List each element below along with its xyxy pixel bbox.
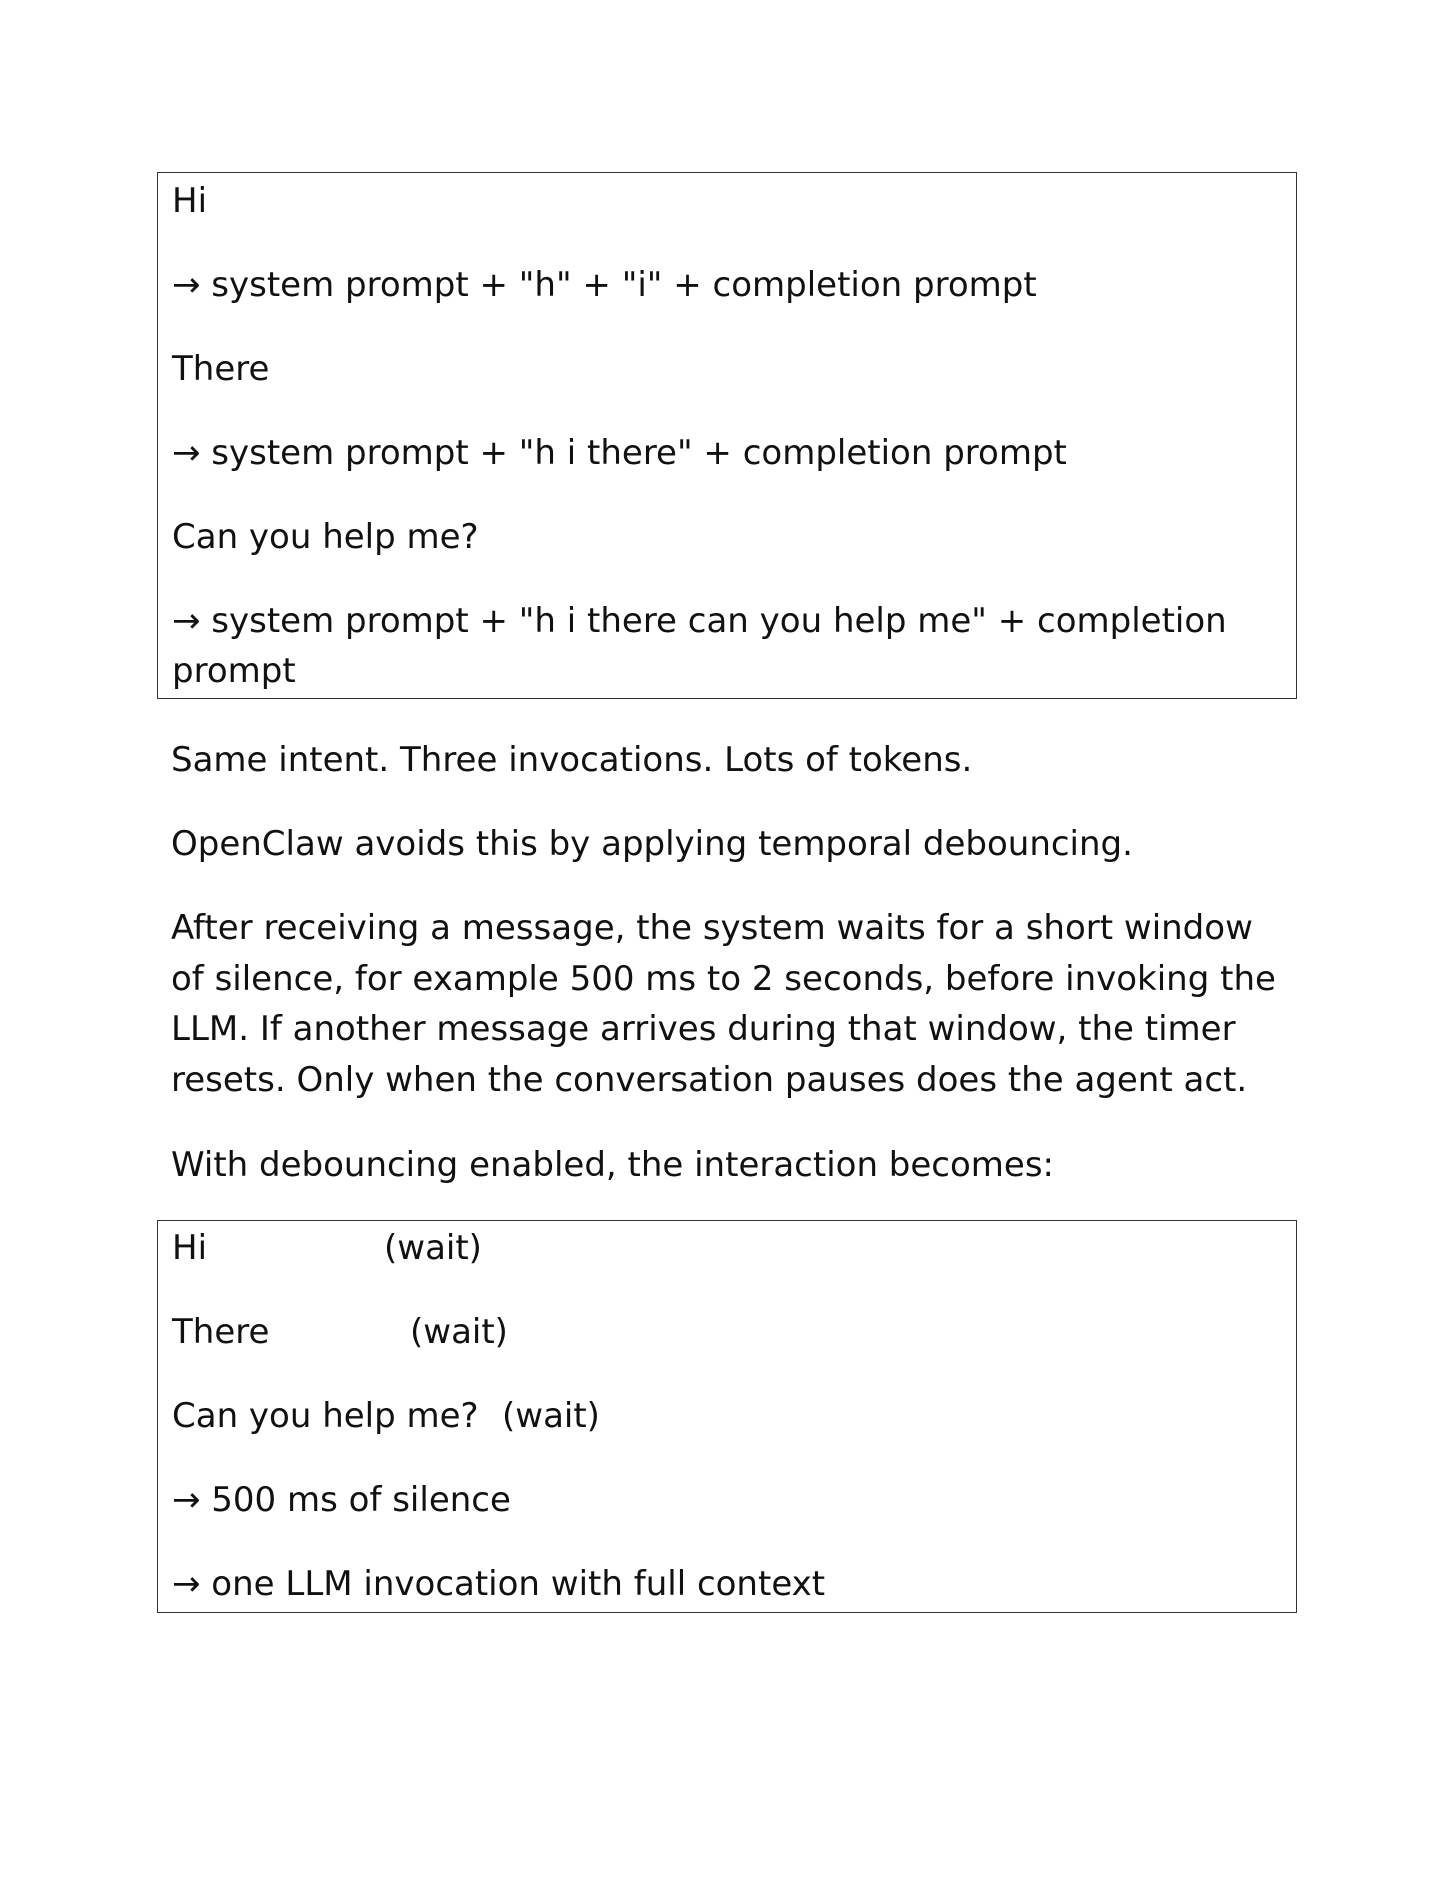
message-line: Can you help me? [172, 517, 479, 557]
paragraph: OpenClaw avoids this by applying temporal debouncing. [171, 824, 1133, 864]
wait-status: (wait) [410, 1312, 508, 1352]
invocation-line: → system prompt + "h i there can you help me" + completion prompt [172, 601, 1227, 691]
naive-invocation-box [157, 172, 1297, 699]
invocation-line: → system prompt + "h i there" + completion prompt [172, 433, 1067, 473]
message-line: There [172, 349, 270, 389]
wait-status: (wait) [384, 1228, 482, 1268]
result-line: → 500 ms of silence [172, 1480, 511, 1520]
paragraph: After receiving a message, the system waits for a short window of silence, for example 500 ms to 2 seconds, before invoking the LLM. If another message arrives during that window, the timer resets. Only when the conversation pauses does the agent act. [171, 908, 1276, 1100]
result-line: → one LLM invocation with full context [172, 1564, 826, 1604]
wait-status: (wait) [502, 1396, 600, 1436]
message-row [172, 1223, 482, 1273]
paragraph: Same intent. Three invocations. Lots of tokens. [171, 740, 973, 780]
invocation-line: → system prompt + "h" + "i" + completion prompt [172, 265, 1037, 305]
message-row [172, 1307, 508, 1357]
message-line: Hi [172, 181, 208, 221]
message-text: Can you help me? [172, 1396, 479, 1436]
debounced-interaction-box [157, 1220, 1297, 1613]
message-text: There [172, 1312, 270, 1352]
message-text: Hi [172, 1228, 208, 1268]
paragraph: With debouncing enabled, the interaction becomes: [171, 1145, 1055, 1185]
message-row [172, 1391, 600, 1441]
